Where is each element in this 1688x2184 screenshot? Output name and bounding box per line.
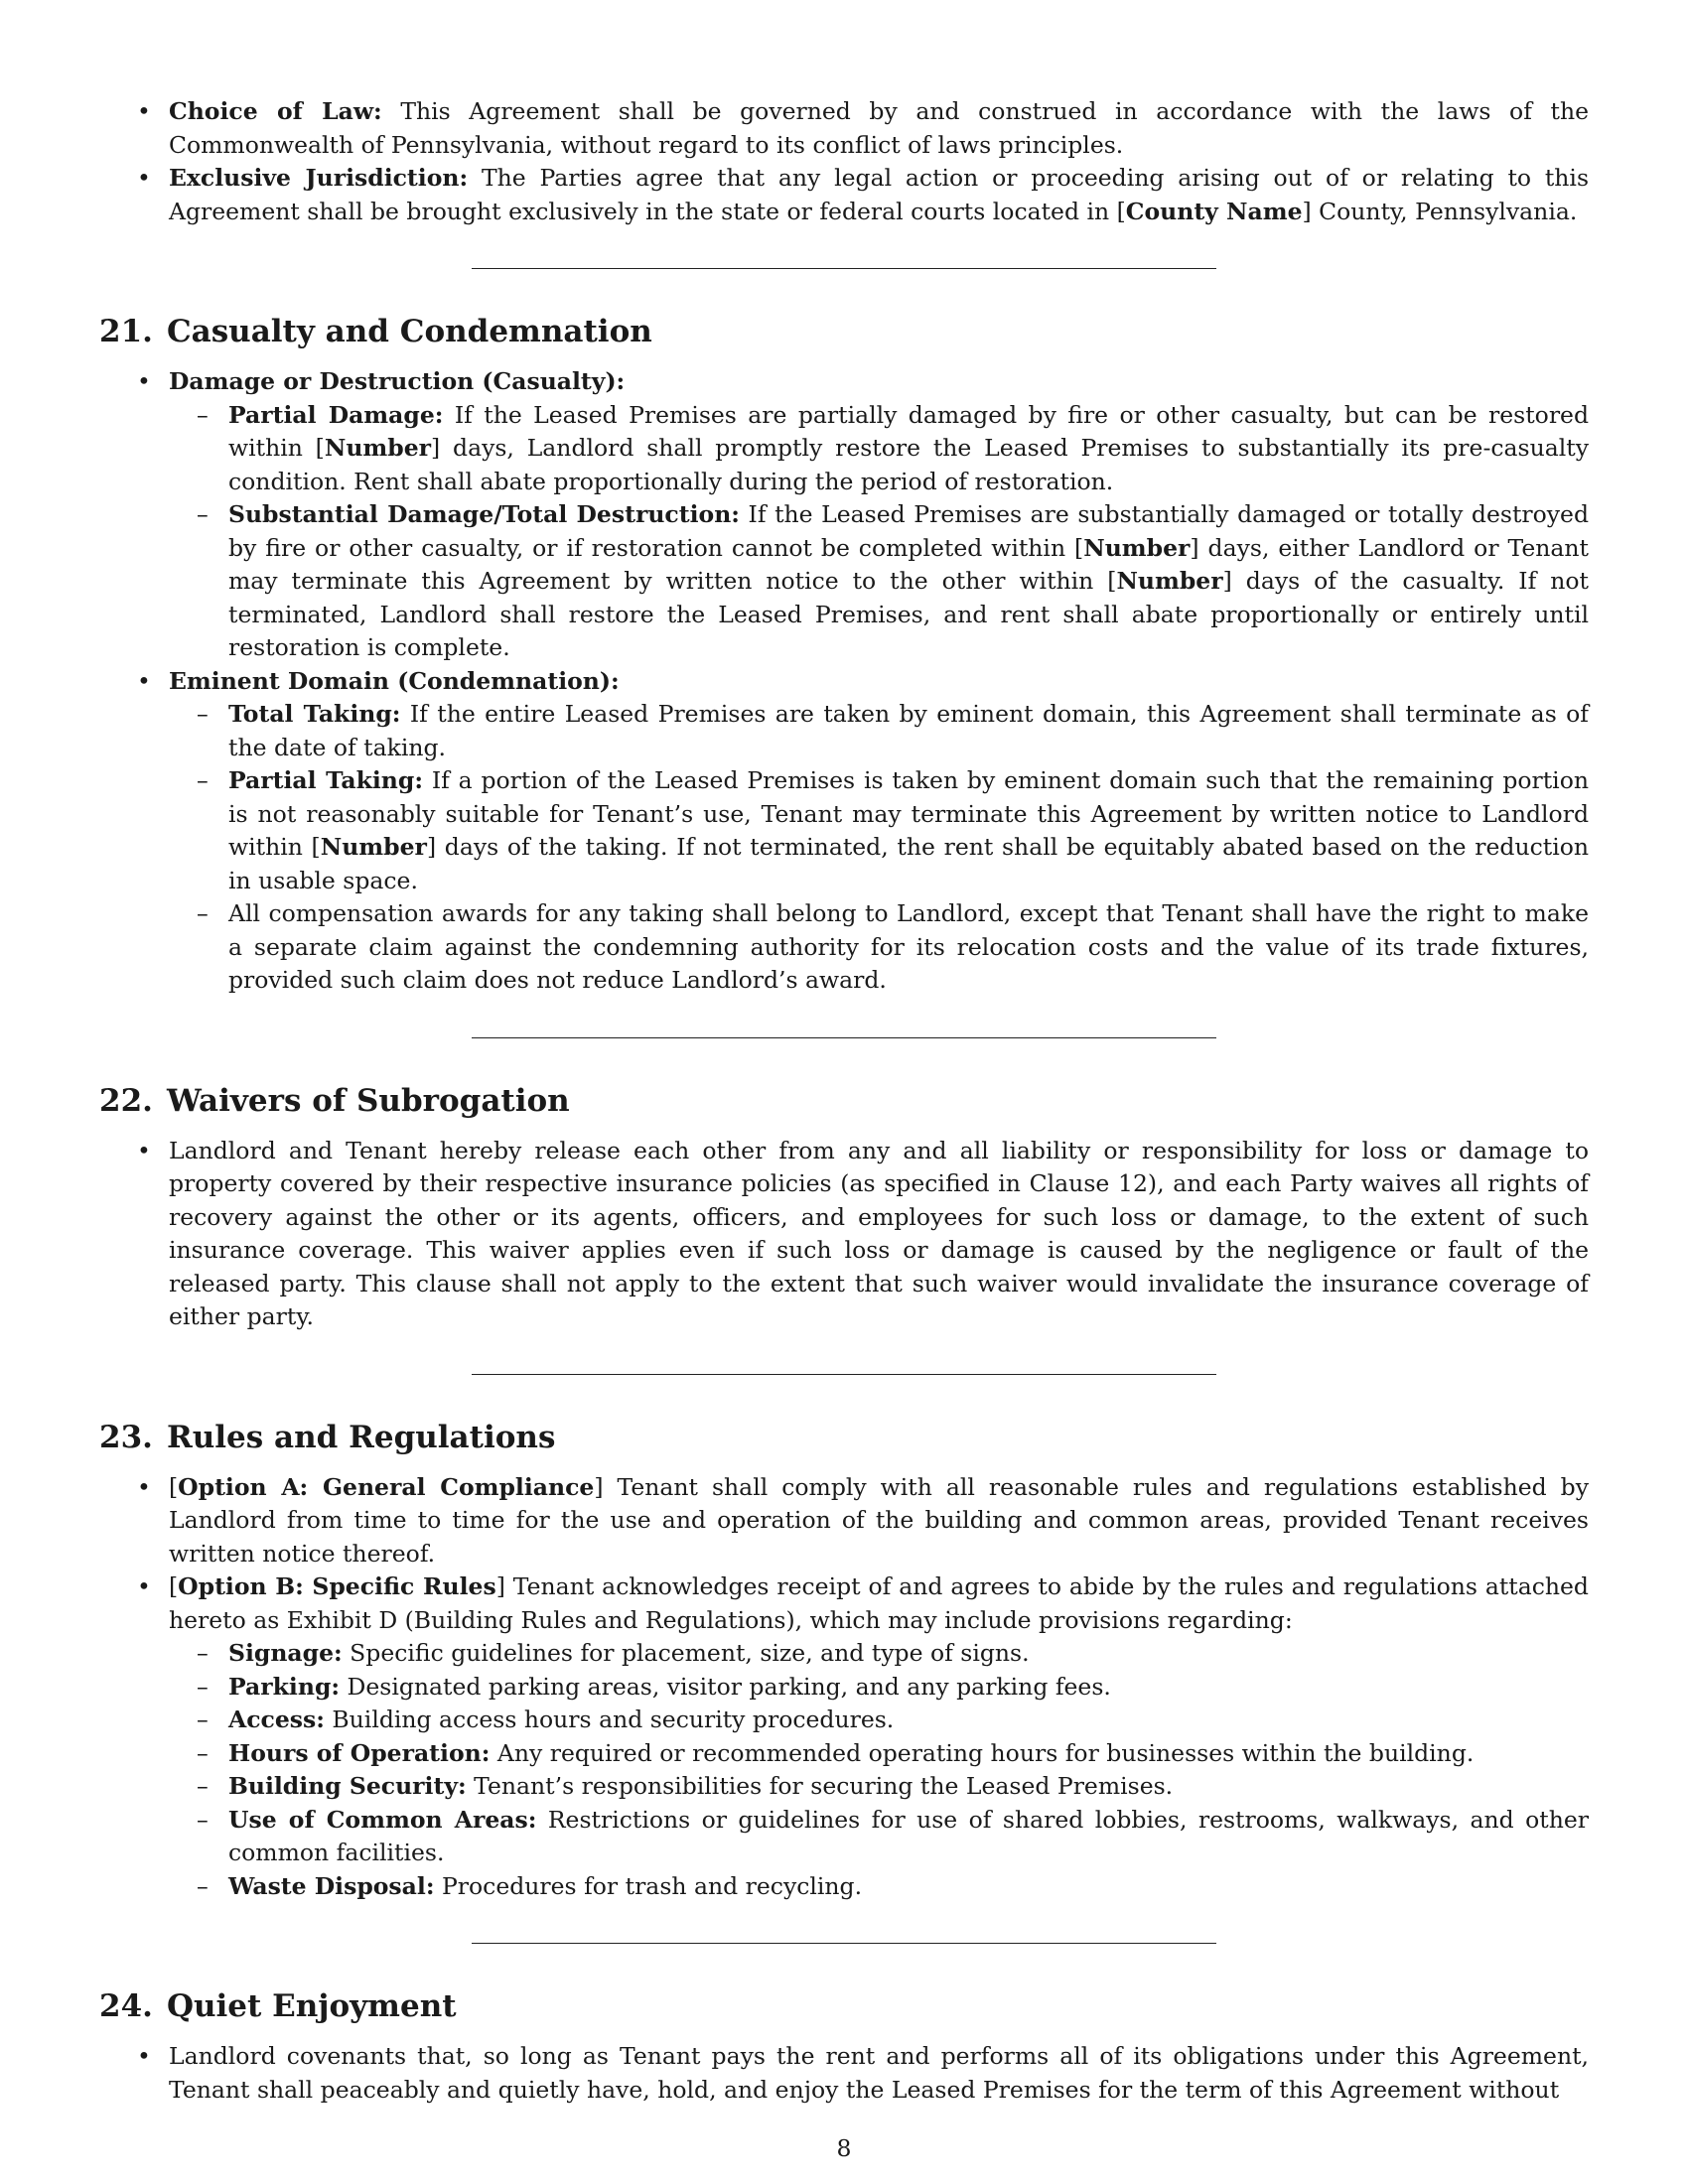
damage-sublist [169,399,1589,665]
section-21-list [99,365,1589,998]
section-23-list [99,1471,1589,1904]
section-22-heading: 22. Waivers of Subrogation [99,1082,570,1119]
section-24-heading: 24. Quiet Enjoyment [99,1988,457,2024]
section-24-list [99,2040,1589,2107]
damage-destruction-item: • Damage or Destruction (Casualty): – Partial Damage: If the Leased Premises are partially damaged by fire or other casualty, but can be restored within [Number] days, Landlord shall promptly restore the Leased Premises to substantially its pre-casualty condition. Rent shall abate proportionally during the period of restoration. – Substantial Damage/Total Destruction: If the Leased Premises are substantially damaged or totally destroyed by fire or other casualty, or if restoration cannot be completed within [Number] days, either Landlord or Tenant may terminate this Agreement by written notice to the other within [Number] days of the casualty. If not terminated, Landlord shall restore the Leased Premises, and rent shall abate proportionally or entirely until restoration is complete. [99,365,1589,665]
rule-common-areas-item: – Use of Common Areas: Restrictions or guidelines for use of shared lobbies, restrooms, walkways, and other common facilities. [169,1804,1589,1870]
choice-of-law-item: • Choice of Law: This Agreement shall be governed by and construed in accordance with the laws of the Commonwealth of Pennsylvania, without regard to its conflict of laws principles. [99,95,1589,162]
section-21-heading: 21. Casualty and Condemnation [99,314,652,349]
rule-waste-item: – Waste Disposal: Procedures for trash and recycling. [169,1870,1589,1904]
county-placeholder: County Name [1125,197,1303,225]
rule-parking-item: – Parking: Designated parking areas, visitor parking, and any parking fees. [169,1671,1589,1705]
compensation-awards-item: – All compensation awards for any taking shall belong to Landlord, except that Tenant shall have the right to make a separate claim against the condemning authority for its relocation costs and the value of its trade fixtures, provided such claim does not reduce Landlord’s award. [169,897,1589,998]
section-23-heading: 23. Rules and Regulations [99,1419,556,1455]
rule-security-item: – Building Security: Tenant’s responsibilities for securing the Leased Premises. [169,1770,1589,1804]
eminent-sublist [169,698,1589,998]
section-22-list [99,1135,1589,1334]
partial-taking-item: – Partial Taking: If a portion of the Leased Premises is taken by eminent domain such that the remaining portion is not reasonably suitable for Tenant’s use, Tenant may terminate this Agreement by written notice to Landlord within [Number] days of the taking. If not terminated, the rent shall be equitably abated based on the reduction in usable space. [169,764,1589,897]
rule-access-item: – Access: Building access hours and security procedures. [169,1704,1589,1737]
total-destruction-item: – Substantial Damage/Total Destruction: If the Leased Premises are substantially damaged or totally destroyed by fire or other casualty, or if restoration cannot be completed within [Number] days, either Landlord or Tenant may terminate this Agreement by written notice to the other within [Number] days of the casualty. If not terminated, Landlord shall restore the Leased Premises, and rent shall abate proportionally or entirely until restoration is complete. [169,498,1589,665]
page-number: 8 [836,2134,852,2162]
option-a-item: • [Option A: General Compliance] Tenant shall comply with all reasonable rules and regulations established by Landlord from time to time for the use and operation of the building and common areas, provided Tenant receives written notice thereof. [99,1471,1589,1571]
section-divider [472,1943,1216,1944]
section-divider [472,1037,1216,1038]
document-page [99,95,1589,2107]
eminent-domain-item: • Eminent Domain (Condemnation): – Total Taking: If the entire Leased Premises are taken by eminent domain, this Agreement shall terminate as of the date of taking. – Partial Taking: If a portion of the Leased Premises is taken by eminent domain such that the remaining portion is not reasonably suitable for Tenant’s use, Tenant may terminate this Agreement by written notice to Landlord within [Number] days of the taking. If not terminated, the rent shall be equitably abated based on the reduction in usable space. – All compensation awards for any taking shall belong to Landlord, except that Tenant shall have the right to make a separate claim against the condemning authority for its relocation costs and the value of its trade fixtures, provided such claim does not reduce Landlord’s award. [99,665,1589,998]
quiet-enjoyment-item: • Landlord covenants that, so long as Tenant pays the rent and performs all of its obligations under this Agreement, Tenant shall peaceably and quietly have, hold, and enjoy the Leased Premises for the term of this Agreement without [99,2040,1589,2107]
option-b-item: • [Option B: Specific Rules] Tenant acknowledges receipt of and agrees to abide by the rules and regulations attached hereto as Exhibit D (Building Rules and Regulations), which may include provisions regarding: – Signage: Specific guidelines for placement, size, and type of signs. – Parking: Designated parking areas, visitor parking, and any parking fees. – Access: Building access hours and security procedures. – Hours of Operation: Any required or recommended operating hours for businesses within the building. – Building Security: Tenant’s responsibilities for securing the Leased Premises. – Use of Common Areas: Restrictions or guidelines for use of shared lobbies, restrooms, walkways, and other common facilities. – Waste Disposal: Procedures for trash and recycling. [99,1570,1589,1903]
section-divider [472,1374,1216,1375]
section-divider [472,268,1216,269]
total-taking-item: – Total Taking: If the entire Leased Premises are taken by eminent domain, this Agreement shall terminate as of the date of taking. [169,698,1589,764]
rule-hours-item: – Hours of Operation: Any required or recommended operating hours for businesses within the building. [169,1737,1589,1771]
exclusive-jurisdiction-item: • Exclusive Jurisdiction: The Parties agree that any legal action or proceeding arising out of or relating to this Agreement shall be brought exclusively in the state or federal courts located in [County Name] County, Pennsylvania. [99,162,1589,228]
rules-sublist [169,1637,1589,1903]
rule-signage-item: – Signage: Specific guidelines for placement, size, and type of signs. [169,1637,1589,1671]
subrogation-waiver-item: • Landlord and Tenant hereby release each other from any and all liability or responsibility for loss or damage to property covered by their respective insurance policies (as specified in Clause 12), and each Party waives all rights of recovery against the other or its agents, officers, and employees for such loss or damage, to the extent of such insurance coverage. This waiver applies even if such loss or damage is caused by the negligence or fault of the released party. This clause shall not apply to the extent that such waiver would invalidate the insurance coverage of either party. [99,1135,1589,1334]
partial-damage-item: – Partial Damage: If the Leased Premises are partially damaged by fire or other casualty, but can be restored within [Number] days, Landlord shall promptly restore the Leased Premises to substantially its pre-casualty condition. Rent shall abate proportionally during the period of restoration. [169,399,1589,499]
governing-law-list [99,95,1589,228]
